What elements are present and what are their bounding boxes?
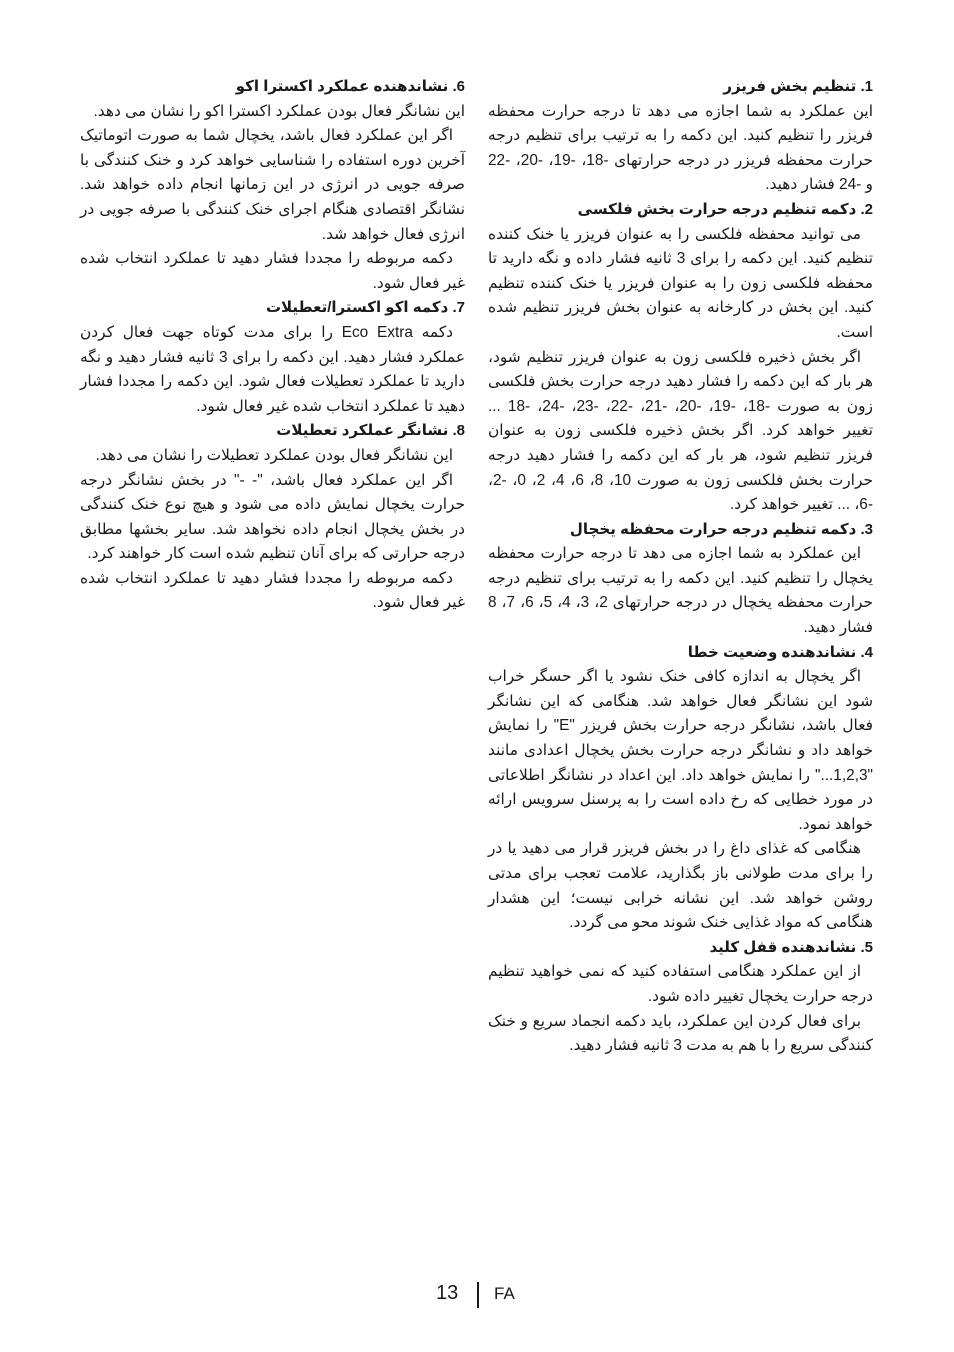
section-6-paragraph-1: این نشانگر فعال بودن عملکرد اکسترا اکو را نشان می دهد. <box>93 102 465 120</box>
section-6-title: 6. نشاندهنده عملکرد اکسترا اکو <box>235 78 465 95</box>
section-7-title: 7. دکمه اکو اکسترا/تعطیلات <box>265 299 465 317</box>
section-2-paragraph-2: اگر بخش ذخیره فلکسی زون به عنوان فریزر تنظیم شود، هر بار که این دکمه را فشار دهید درجه حرارت بخش فلکسی زون به صورت -18، -19، -20، -21، -22، -23، -24، -18 ... تغییر خواهد کرد. اگر بخش ذخیره فلکسی زون به عنوان فریزر تنظیم شود، هر بار که این دکمه را فشار دهید درجه حرارت بخش فلکسی زون به صورت 10، 8، 6، 4، 2، 0، -2، -6، ... تغییر خواهد کرد. <box>488 348 873 514</box>
section-5-paragraph-1: از این عملکرد هنگامی استفاده کنید که نمی خواهید تنظیم درجه حرارت یخچال تغییر داده شود. <box>488 963 873 1005</box>
section-2-title: 2. دکمه تنظیم درجه حرارت بخش فلکسی <box>577 200 873 218</box>
language-code: FA <box>494 1284 515 1303</box>
page-footer <box>0 1280 954 1306</box>
right-column <box>488 75 873 1059</box>
section-3-title: 3. دکمه تنظیم درجه حرارت محفظه یخچال <box>569 520 873 538</box>
section-7-paragraph: دکمه Eco Extra را برای مدت کوتاه جهت فعال کردن عملکرد فشار دهید. این دکمه را برای 3 ثانیه فشار دهید و نگه دارید تا عملکرد تعطیلات فعال شود. این دکمه را مجددا فشار دهید تا عملکرد انتخاب شده غیر فعال شود. <box>80 323 465 415</box>
section-2-paragraph-1: می توانید محفظه فلکسی را به عنوان فریزر یا خنک کننده تنظیم کنید. این دکمه را برای 3 ثانیه فشار داده و نگه دارید تا محفظه فلکسی زون را به عنوان فریزر یا خنک کننده تنظیم کنید. این بخش در کارخانه به عنوان بخش فریزر تنظیم شده است. <box>488 225 873 341</box>
section-4-paragraph-2: هنگامی که غذای داغ را در بخش فریزر قرار می دهید یا در را برای مدت طولانی باز بگذارید، علامت تعجب برای مدتی روشن خواهد شد. این نشانه خرابی نیست؛ این هشدار هنگامی که مواد غذایی خنک شوند محو می گردد. <box>488 840 873 932</box>
section-8-paragraph-2: اگر این عملکرد فعال باشد، "- -" در بخش نشانگر درجه حرارت یخچال نمایش داده می شود و هیچ نوع خنک کنندگی در بخش یخچال انجام داده نخواهد شد. سایر بخشها مطابق درجه حرارتی که برای آنان تنظیم شده است کار خواهند کرد. <box>80 471 465 563</box>
page-number: 13 <box>436 1282 459 1304</box>
section-5-title: 5. نشاندهنده قفل کلید <box>709 938 873 956</box>
section-6-paragraph-2: اگر این عملکرد فعال باشد، یخچال شما به صورت اتوماتیک آخرین دوره استفاده را شناسایی خواهد کرد و خنک کنندگی با صرفه جویی در انرژی در این زمانها انجام داده خواهد شد. نشانگر اقتصادی هنگام اجرای خنک کنندگی با صرفه جویی در انرژی فعال خواهد شد. <box>80 127 465 243</box>
section-1-paragraph: این عملکرد به شما اجازه می دهد تا درجه حرارت محفظه فریزر را تنظیم کنید. این دکمه را به ترتیب برای تنظیم درجه حرارت محفظه فریزر در درجه حرارتهای -18، -19، -20، -22 و -24 فشار دهید. <box>488 102 874 194</box>
section-4-title: 4. نشاندهنده وضعیت خطا <box>687 643 873 661</box>
section-8-paragraph-3: دکمه مربوطه را مجددا فشار دهید تا عملکرد انتخاب شده غیر فعال شود. <box>80 569 465 612</box>
section-4-paragraph-1: اگر یخچال به اندازه کافی خنک نشود یا اگر حسگر خراب شود این نشانگر فعال خواهد شد. هنگامی که این نشانگر فعال باشد، نشانگر درجه حرارت بخش فریزر "E" را نمایش خواهد داد و نشانگر درجه حرارت بخش یخچال اعدادی مانند "1,2,3..." را نمایش خواهد داد. این اعداد در نشانگر اطلاعاتی در مورد خطایی که رخ داده است را به پرسنل سرویس ارائه خواهد نمود. <box>488 668 874 833</box>
section-3-paragraph: این عملکرد به شما اجازه می دهد تا درجه حرارت محفظه یخچال را تنظیم کنید. این دکمه را به ترتیب برای تنظیم درجه حرارت محفظه یخچال در درجه حرارتهای 2، 3، 4، 5، 6، 7، 8 فشار دهید. <box>488 545 873 637</box>
section-8-title: 8. نشانگر عملکرد تعطیلات <box>276 422 465 440</box>
footer-divider <box>477 1282 479 1308</box>
section-1-title: 1. تنظیم بخش فریزر <box>723 78 873 95</box>
section-5-paragraph-2: برای فعال کردن این عملکرد، باید دکمه انجماد سریع و خنک کنندگی سریع را با هم به مدت 3 ثانیه فشار دهید. <box>488 1012 873 1055</box>
section-8-paragraph-1: این نشانگر فعال بودن عملکرد تعطیلات را نشان می دهد. <box>95 446 453 464</box>
left-column <box>80 75 465 616</box>
section-6-paragraph-3: دکمه مربوطه را مجددا فشار دهید تا عملکرد انتخاب شده غیر فعال شود. <box>80 250 465 292</box>
